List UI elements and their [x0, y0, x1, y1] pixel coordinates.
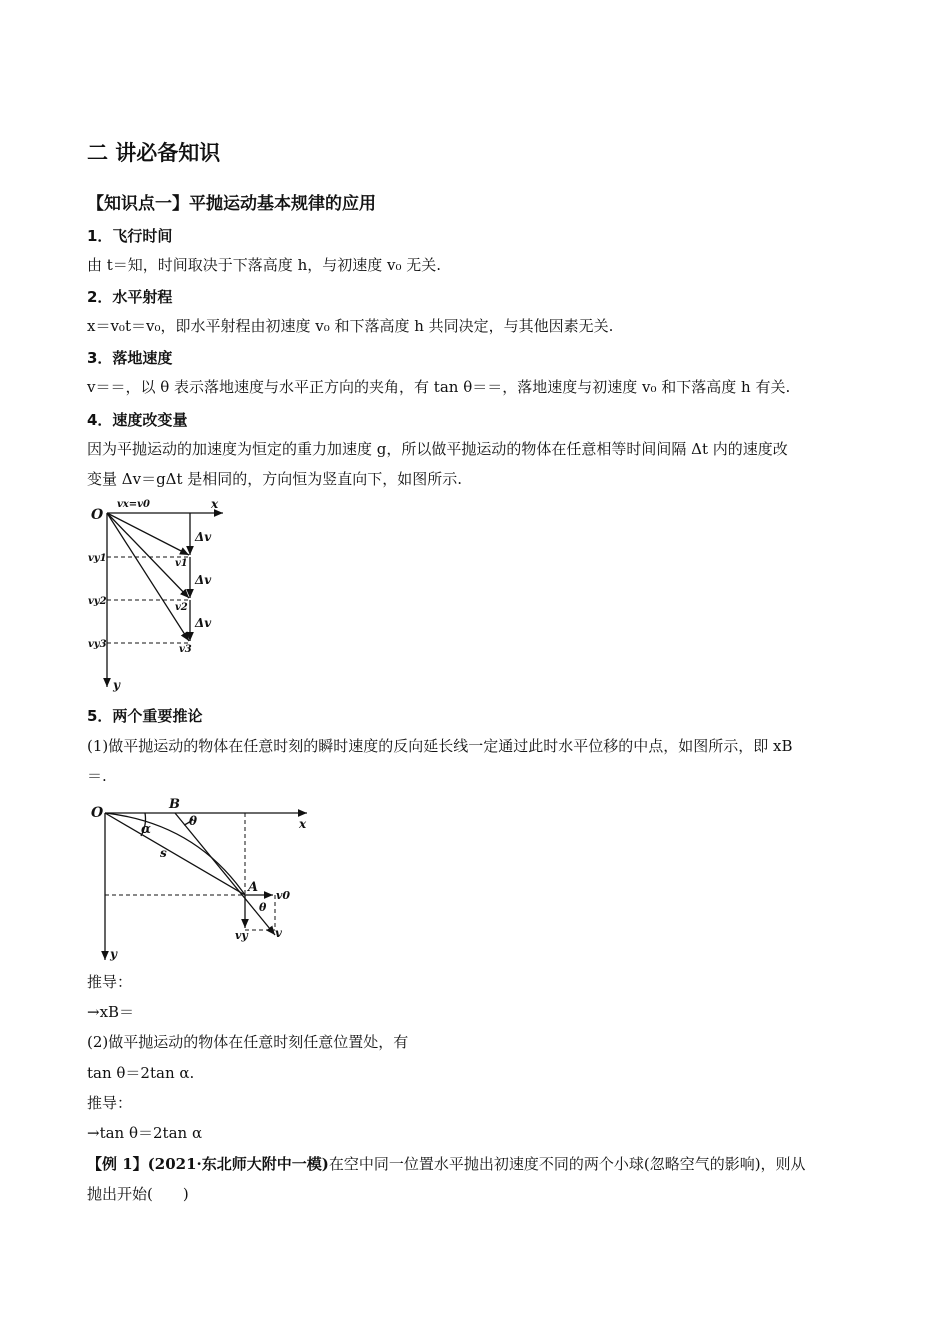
fig1-v3-label: v3	[179, 644, 192, 655]
velocity-change-text-2: 变量 Δv＝gΔt 是相同的，方向恒为竖直向下，如图所示.	[87, 470, 463, 488]
knowledge-point-title: 【知识点一】平抛运动基本规律的应用	[87, 194, 376, 214]
inference1-line2: ＝.	[87, 767, 107, 785]
heading-velocity-change: 4．速度改变量	[87, 411, 188, 429]
section-title: 二 讲必备知识	[87, 141, 221, 165]
velocity-change-figure	[85, 495, 235, 695]
fig2-v-label: v	[275, 926, 282, 940]
heading-flight-time: 1．飞行时间	[87, 227, 173, 245]
derive-result-1: →xB＝	[87, 1003, 135, 1021]
fig1-dv-label-1: Δv	[195, 530, 212, 544]
example-text-1: 在空中同一位置水平抛出初速度不同的两个小球(忽略空气的影响)，则从	[328, 1155, 806, 1173]
inference2-text: (2)做平抛运动的物体在任意时刻任意位置处，有	[87, 1033, 409, 1051]
fig2-B-label: B	[169, 797, 180, 812]
fig2-origin-label: O	[91, 805, 104, 821]
fig1-dv-label-3: Δv	[195, 616, 212, 630]
fig2-s-label: s	[160, 846, 167, 860]
fig2-vy-label: vy	[235, 929, 248, 942]
fig1-y-label: y	[113, 678, 120, 692]
fig2-theta-label-top: θ	[189, 814, 198, 828]
example-1-line2: 抛出开始( )	[87, 1185, 189, 1203]
flight-time-text: 由 t＝知，时间取决于下落高度 h，与初速度 v₀ 无关.	[87, 256, 442, 274]
fig1-v1-label: v1	[175, 558, 188, 569]
fig2-theta-label-bottom: θ	[259, 901, 267, 914]
fig1-dv-label-2: Δv	[195, 573, 212, 587]
heading-two-inferences: 5．两个重要推论	[87, 707, 203, 725]
example-label: 【例 1】	[87, 1155, 148, 1173]
heading-horizontal-range: 2．水平射程	[87, 288, 173, 306]
fig2-y-label: y	[110, 947, 117, 961]
heading-landing-speed: 3．落地速度	[87, 349, 173, 367]
horizontal-range-text: x＝v₀t＝v₀，即水平射程由初速度 v₀ 和下落高度 h 共同决定，与其他因素无关.	[87, 317, 614, 335]
fig2-A-label: A	[248, 880, 259, 895]
velocity-change-text-1: 因为平抛运动的加速度为恒定的重力加速度 g，所以做平抛运动的物体在任意相等时间间隔 Δt 内的速度改	[87, 440, 788, 458]
fig1-x-label: x	[211, 497, 219, 511]
fig1-v2-label: v2	[175, 602, 188, 613]
example-source: (2021·东北师大附中一模)	[147, 1155, 329, 1173]
inference1-line1: (1)做平抛运动的物体在任意时刻的瞬时速度的反向延长线一定通过此时水平位移的中点，如图所示，即 xB	[87, 737, 793, 755]
derive-label-2: 推导：	[87, 1094, 133, 1112]
fig1-vy2-label: vy2	[88, 596, 107, 607]
derive-result-2: →tan θ＝2tan α	[87, 1124, 203, 1142]
fig1-vy1-label: vy1	[88, 553, 107, 564]
example-1-line1	[87, 1149, 806, 1179]
fig1-vy3-label: vy3	[88, 639, 107, 650]
fig2-x-label: x	[299, 817, 307, 831]
derive-label-1: 推导：	[87, 973, 133, 991]
inference2-formula: tan θ＝2tan α.	[87, 1064, 195, 1082]
fig2-v0-label: v0	[276, 889, 291, 902]
landing-speed-text: v＝＝，以 θ 表示落地速度与水平正方向的夹角，有 tan θ＝＝，落地速度与初速度 v₀ 和下落高度 h 有关.	[87, 378, 791, 396]
fig2-alpha-label: α	[141, 822, 152, 837]
inference-figure	[85, 795, 315, 965]
fig1-vx-label: vx=v0	[117, 499, 150, 510]
fig1-origin-label: O	[91, 507, 104, 523]
